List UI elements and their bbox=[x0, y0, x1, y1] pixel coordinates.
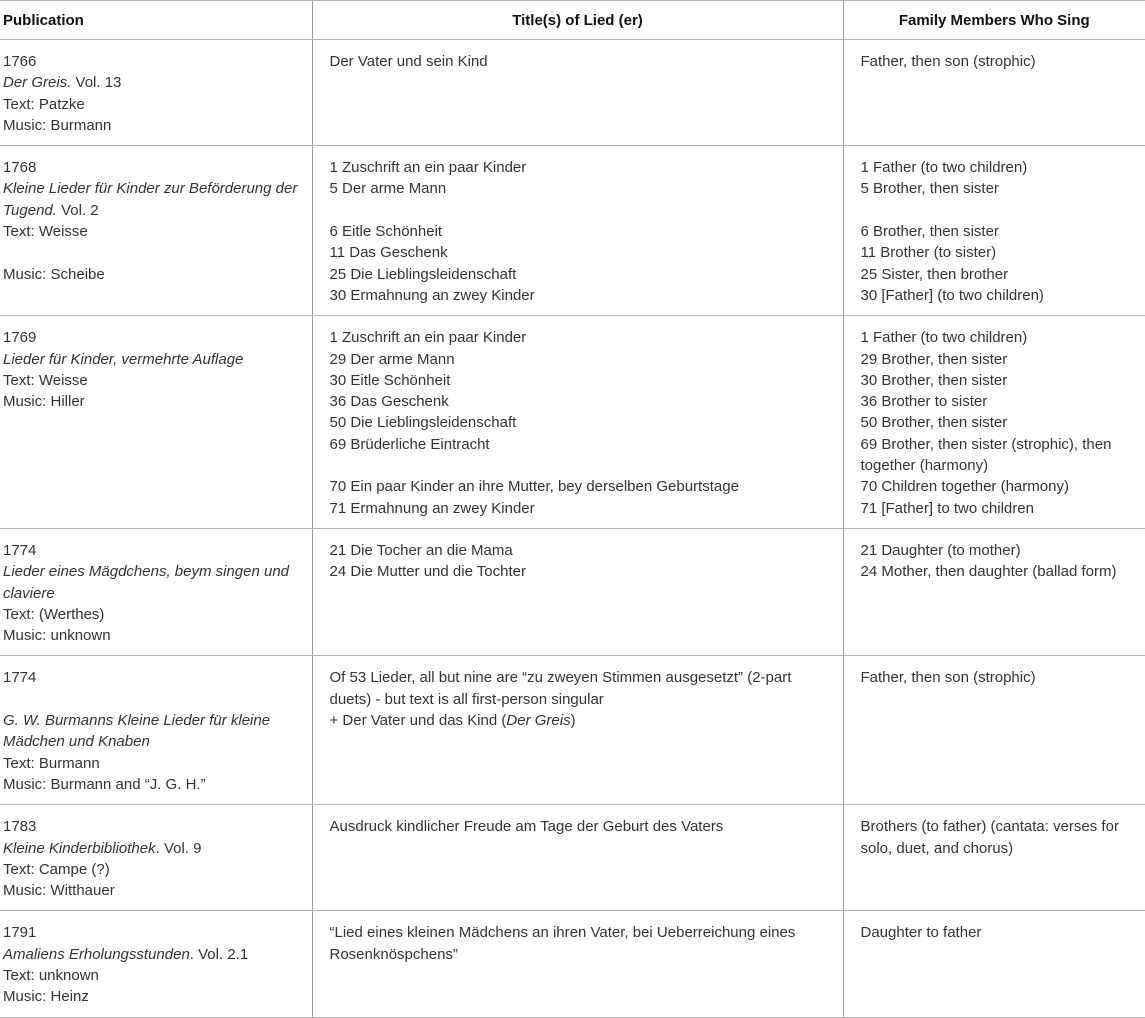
publication-volume: . Vol. 2.1 bbox=[189, 945, 249, 963]
titles-cell bbox=[312, 656, 843, 805]
lied-title: 36 Das Geschenk bbox=[329, 393, 449, 411]
table-row bbox=[0, 911, 1145, 1017]
table-row bbox=[0, 316, 1145, 529]
publication-text-author: Text: (Werthes) bbox=[3, 605, 105, 623]
publication-text-author: Text: unknown bbox=[3, 966, 99, 984]
lied-title bbox=[330, 710, 831, 731]
publication-music-author: Music: Burmann and “J. G. H.” bbox=[3, 775, 206, 793]
lied-title: 30 Eitle Schönheit bbox=[329, 371, 451, 389]
lied-title-source: Der Greis bbox=[506, 712, 571, 730]
publication-cell bbox=[0, 528, 312, 655]
publication-music-author: Music: Hiller bbox=[3, 393, 85, 411]
publication-title: G. W. Burmanns Kleine Lieder für kleine Mädchen und Knaben bbox=[3, 712, 271, 751]
singer-entry: Brothers (to father) (cantata: verses for solo, duet, and chorus) bbox=[860, 818, 1119, 857]
publication-text-author: Text: Patzke bbox=[3, 95, 85, 113]
singers-cell bbox=[843, 656, 1145, 805]
singer-entry: 70 Children together (harmony) bbox=[860, 478, 1069, 496]
publication-text-author: Text: Weisse bbox=[3, 371, 88, 389]
singer-entry: 1 Father (to two children) bbox=[860, 159, 1028, 177]
publication-music-author: Music: Burmann bbox=[3, 116, 112, 134]
singer-entry: 21 Daughter (to mother) bbox=[860, 541, 1021, 559]
singer-entry: 50 Brother, then sister bbox=[860, 414, 1008, 432]
singers-cell bbox=[843, 40, 1145, 146]
lied-title: 30 Ermahnung an zwey Kinder bbox=[329, 286, 535, 304]
lied-title: 6 Eitle Schönheit bbox=[329, 223, 443, 241]
lied-title: 1 Zuschrift an ein paar Kinder bbox=[329, 159, 527, 177]
publication-music-author: Music: unknown bbox=[3, 627, 111, 645]
publication-year: 1774 bbox=[3, 669, 37, 687]
singer-entry: 30 [Father] (to two children) bbox=[860, 286, 1044, 304]
lied-title: 24 Die Mutter und die Tochter bbox=[329, 563, 527, 581]
singer-entry: 25 Sister, then brother bbox=[860, 265, 1009, 283]
header-family-members: Family Members Who Sing bbox=[843, 1, 1145, 40]
publication-text-author: Text: Campe (?) bbox=[3, 860, 110, 878]
publication-music-author: Music: Heinz bbox=[3, 988, 89, 1006]
lied-title-prefix: + Der Vater und das Kind ( bbox=[329, 712, 507, 730]
lied-title: 50 Die Lieblingsleidenschaft bbox=[329, 414, 517, 432]
header-row bbox=[0, 1, 1145, 40]
singer-entry: 5 Brother, then sister bbox=[860, 180, 999, 198]
publication-volume: Vol. 13 bbox=[71, 74, 122, 92]
header-titles: Title(s) of Lied (er) bbox=[312, 1, 843, 40]
titles-cell bbox=[312, 528, 843, 655]
singer-entry: 29 Brother, then sister bbox=[860, 350, 1008, 368]
publication-year: 1783 bbox=[3, 818, 37, 836]
singer-entry: Father, then son (strophic) bbox=[860, 53, 1036, 70]
publication-title: Kleine Lieder für Kinder zur Beförderung der Tugend. bbox=[3, 180, 298, 219]
publication-music-author: Music: Scheibe bbox=[3, 265, 105, 283]
publication-text-author: Text: Weisse bbox=[3, 223, 88, 241]
publication-title: Der Greis. bbox=[3, 74, 72, 92]
publication-year: 1791 bbox=[3, 924, 37, 942]
publication-title: Amaliens Erholungsstunden bbox=[3, 945, 190, 963]
publication-volume: . Vol. 9 bbox=[155, 839, 202, 857]
lied-title: “Lied eines kleinen Mädchens an ihren Vater, bei Ueberreichung eines Rosenknöspchens” bbox=[329, 924, 796, 963]
singers-cell bbox=[843, 528, 1145, 655]
titles-cell bbox=[312, 40, 843, 146]
singers-cell bbox=[843, 316, 1145, 529]
publication-year: 1766 bbox=[3, 53, 37, 70]
publication-year: 1769 bbox=[3, 329, 37, 347]
publication-cell bbox=[0, 316, 312, 529]
publication-cell bbox=[0, 911, 312, 1017]
singer-entry: 69 Brother, then sister (strophic), then together (harmony) bbox=[860, 435, 1112, 475]
header-publication: Publication bbox=[0, 1, 312, 40]
publication-title: Kleine Kinderbibliothek bbox=[3, 839, 156, 857]
lied-title: 70 Ein paar Kinder an ihre Mutter, bey derselben Geburtstage bbox=[329, 478, 739, 496]
singer-entry: 11 Brother (to sister) bbox=[860, 244, 997, 262]
singer-entry: 24 Mother, then daughter (ballad form) bbox=[860, 563, 1117, 581]
publication-year: 1774 bbox=[3, 541, 37, 559]
titles-cell bbox=[312, 316, 843, 529]
table-row bbox=[0, 528, 1145, 655]
lied-title: 69 Brüderliche Eintracht bbox=[329, 435, 490, 453]
singers-cell bbox=[843, 146, 1145, 316]
titles-cell bbox=[312, 146, 843, 316]
table-row bbox=[0, 40, 1145, 146]
lied-description: Of 53 Lieder, all but nine are “zu zweyen Stimmen ausgesetzt” (2-part duets) - but text is all first-person singular bbox=[329, 669, 792, 708]
lied-title: Ausdruck kindlicher Freude am Tage der Geburt des Vaters bbox=[329, 818, 724, 836]
publication-music-author: Music: Witthauer bbox=[3, 882, 115, 900]
lied-title-suffix: ) bbox=[570, 712, 576, 730]
singer-entry: 30 Brother, then sister bbox=[860, 371, 1008, 389]
lied-title: 21 Die Tocher an die Mama bbox=[329, 541, 513, 559]
singer-entry: 6 Brother, then sister bbox=[860, 223, 999, 241]
lied-title: 1 Zuschrift an ein paar Kinder bbox=[329, 329, 527, 347]
table-row bbox=[0, 656, 1145, 805]
lied-title: 11 Das Geschenk bbox=[329, 244, 448, 262]
singers-cell bbox=[843, 805, 1145, 911]
titles-cell bbox=[312, 805, 843, 911]
publication-cell bbox=[0, 805, 312, 911]
publication-title: Lieder für Kinder, vermehrte Auflage bbox=[3, 350, 244, 368]
publication-cell bbox=[0, 656, 312, 805]
publication-title: Lieder eines Mägdchens, beym singen und claviere bbox=[3, 563, 290, 602]
singer-entry: Father, then son (strophic) bbox=[860, 669, 1036, 687]
publication-cell bbox=[0, 146, 312, 316]
singer-entry: 1 Father (to two children) bbox=[860, 329, 1028, 347]
lied-title: 5 Der arme Mann bbox=[329, 180, 447, 198]
lied-title: 71 Ermahnung an zwey Kinder bbox=[329, 499, 535, 517]
table-row bbox=[0, 805, 1145, 911]
lied-title: Der Vater und sein Kind bbox=[329, 53, 488, 70]
table-row bbox=[0, 146, 1145, 316]
publication-volume: Vol. 2 bbox=[56, 201, 99, 219]
publication-text-author: Text: Burmann bbox=[3, 754, 100, 772]
titles-cell bbox=[312, 911, 843, 1017]
publication-cell bbox=[0, 40, 312, 146]
lied-title: 25 Die Lieblingsleidenschaft bbox=[329, 265, 517, 283]
publication-year: 1768 bbox=[3, 159, 37, 177]
lied-title: 29 Der arme Mann bbox=[329, 350, 455, 368]
singers-cell bbox=[843, 911, 1145, 1017]
singer-entry: 36 Brother to sister bbox=[860, 393, 988, 411]
singer-entry: 71 [Father] to two children bbox=[860, 499, 1034, 517]
singer-entry: Daughter to father bbox=[860, 924, 982, 942]
